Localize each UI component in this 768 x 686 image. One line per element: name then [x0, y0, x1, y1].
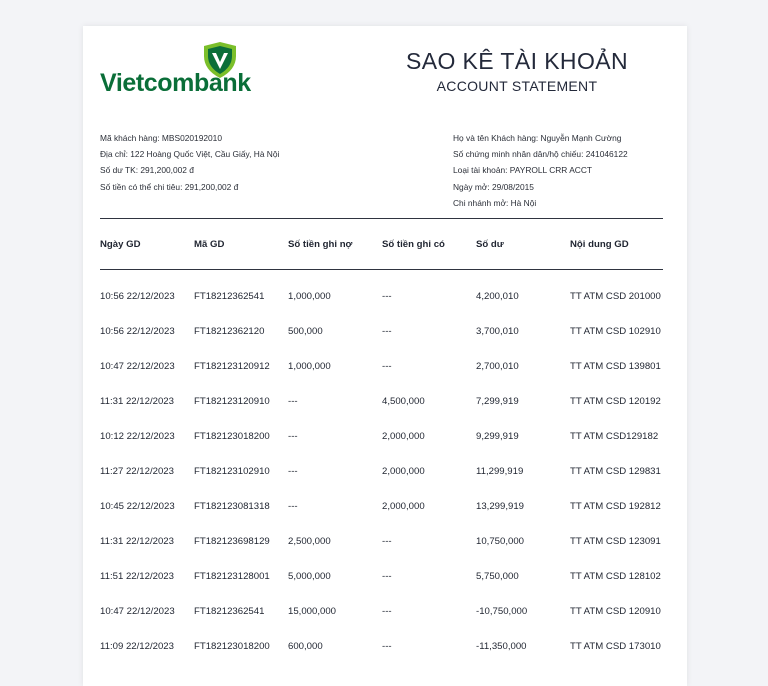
cell-date: 10:47 22/12/2023: [100, 606, 175, 617]
cell-balance: 9,299,919: [476, 431, 519, 442]
cell-debit: 500,000: [288, 326, 323, 337]
cell-transaction-id: FT18212362541: [194, 606, 265, 617]
cell-debit: ---: [288, 396, 298, 407]
cell-credit: 2,000,000: [382, 431, 425, 442]
cell-debit: 5,000,000: [288, 571, 331, 582]
info-line: Số chứng minh nhân dân/hộ chiếu: 241046122: [453, 149, 628, 160]
cell-debit: 1,000,000: [288, 291, 331, 302]
table-row: [100, 396, 670, 410]
cell-debit: ---: [288, 431, 298, 442]
customer-info-left: [100, 130, 279, 195]
cell-transaction-id: FT182123081318: [194, 501, 270, 512]
info-line: Số tiền có thể chi tiêu: 291,200,002 đ: [100, 181, 239, 192]
table-row: [100, 606, 670, 620]
cell-debit: 600,000: [288, 641, 323, 652]
cell-description: TT ATM CSD 129831: [570, 466, 661, 477]
cell-balance: 7,299,919: [476, 396, 519, 407]
divider: [100, 218, 663, 219]
cell-credit: ---: [382, 571, 392, 582]
cell-balance: 5,750,000: [476, 571, 519, 582]
table-row: [100, 326, 670, 340]
cell-date: 11:31 22/12/2023: [100, 536, 174, 547]
cell-transaction-id: FT182123698129: [194, 536, 270, 547]
cell-balance: -10,750,000: [476, 606, 528, 617]
cell-description: TT ATM CSD 139801: [570, 361, 661, 372]
cell-transaction-id: FT18212362120: [194, 326, 265, 337]
cell-balance: 2,700,010: [476, 361, 519, 372]
cell-transaction-id: FT182123120910: [194, 396, 270, 407]
header-transaction-id: Mã GD: [194, 239, 225, 250]
divider: [100, 269, 663, 270]
cell-transaction-id: FT182123128001: [194, 571, 270, 582]
info-line: Loại tài khoản: PAYROLL CRR ACCT: [453, 165, 593, 176]
header-debit: Số tiền ghi nợ: [288, 239, 353, 250]
header-credit: Số tiền ghi có: [382, 239, 445, 250]
cell-balance: -11,350,000: [476, 641, 527, 652]
header-date: Ngày GD: [100, 239, 141, 250]
table-row: [100, 361, 670, 375]
cell-description: TT ATM CSD 173010: [570, 641, 661, 652]
cell-date: 11:27 22/12/2023: [100, 466, 174, 477]
cell-description: TT ATM CSD 201000: [570, 291, 661, 302]
cell-debit: ---: [288, 466, 298, 477]
cell-debit: 1,000,000: [288, 361, 331, 372]
table-row: [100, 291, 670, 305]
cell-date: 11:31 22/12/2023: [100, 396, 174, 407]
cell-credit: 2,000,000: [382, 466, 425, 477]
cell-description: TT ATM CSD 120910: [570, 606, 661, 617]
cell-credit: ---: [382, 536, 392, 547]
table-row: [100, 501, 670, 515]
info-line: Số dư TK: 291,200,002 đ: [100, 165, 194, 176]
cell-date: 10:12 22/12/2023: [100, 431, 175, 442]
statement-subtitle: ACCOUNT STATEMENT: [436, 78, 598, 94]
cell-balance: 3,700,010: [476, 326, 519, 337]
cell-debit: 2,500,000: [288, 536, 331, 547]
cell-credit: 4,500,000: [382, 396, 425, 407]
cell-credit: ---: [382, 326, 392, 337]
cell-transaction-id: FT182123018200: [194, 431, 270, 442]
cell-description: TT ATM CSD129182: [570, 431, 659, 442]
table-row: [100, 641, 670, 655]
customer-info-right: [453, 130, 628, 211]
cell-date: 10:56 22/12/2023: [100, 291, 175, 302]
cell-date: 10:56 22/12/2023: [100, 326, 175, 337]
cell-balance: 13,299,919: [476, 501, 525, 512]
cell-transaction-id: FT182123102910: [194, 466, 270, 477]
statement-title-block: [397, 48, 637, 94]
cell-date: 10:47 22/12/2023: [100, 361, 175, 372]
table-row: [100, 466, 670, 480]
info-line: Địa chỉ: 122 Hoàng Quốc Việt, Cầu Giấy, Hà Nội: [100, 149, 280, 160]
cell-description: TT ATM CSD 102910: [570, 326, 661, 337]
cell-credit: ---: [382, 291, 392, 302]
table-row: [100, 536, 670, 550]
table-header: [100, 239, 670, 253]
cell-transaction-id: FT182123018200: [194, 641, 270, 652]
cell-description: TT ATM CSD 128102: [570, 571, 661, 582]
cell-date: 10:45 22/12/2023: [100, 501, 175, 512]
statement-page: [83, 26, 687, 686]
cell-debit: ---: [288, 501, 298, 512]
cell-credit: 2,000,000: [382, 501, 425, 512]
header-description: Nội dung GD: [570, 239, 629, 250]
info-line: Chi nhánh mở: Hà Nội: [453, 197, 537, 208]
info-line: Mã khách hàng: MBS020192010: [100, 133, 222, 143]
table-row: [100, 571, 670, 585]
info-line: Ngày mở: 29/08/2015: [453, 181, 534, 192]
cell-balance: 11,299,919: [476, 466, 524, 477]
cell-debit: 15,000,000: [288, 606, 337, 617]
cell-balance: 4,200,010: [476, 291, 519, 302]
statement-title: SAO KÊ TÀI KHOẢN: [406, 48, 628, 74]
cell-description: TT ATM CSD 120192: [570, 396, 661, 407]
cell-date: 11:09 22/12/2023: [100, 641, 174, 652]
cell-credit: ---: [382, 641, 392, 652]
cell-transaction-id: FT182123120912: [194, 361, 270, 372]
cell-transaction-id: FT18212362541: [194, 291, 265, 302]
cell-description: TT ATM CSD 123091: [570, 536, 661, 547]
cell-description: TT ATM CSD 192812: [570, 501, 661, 512]
cell-credit: ---: [382, 361, 392, 372]
cell-credit: ---: [382, 606, 392, 617]
table-row: [100, 431, 670, 445]
cell-date: 11:51 22/12/2023: [100, 571, 174, 582]
header-balance: Số dư: [476, 239, 504, 250]
cell-balance: 10,750,000: [476, 536, 525, 547]
bank-name: Vietcombank: [100, 69, 251, 97]
info-line: Họ và tên Khách hàng: Nguyễn Mạnh Cường: [453, 133, 622, 143]
